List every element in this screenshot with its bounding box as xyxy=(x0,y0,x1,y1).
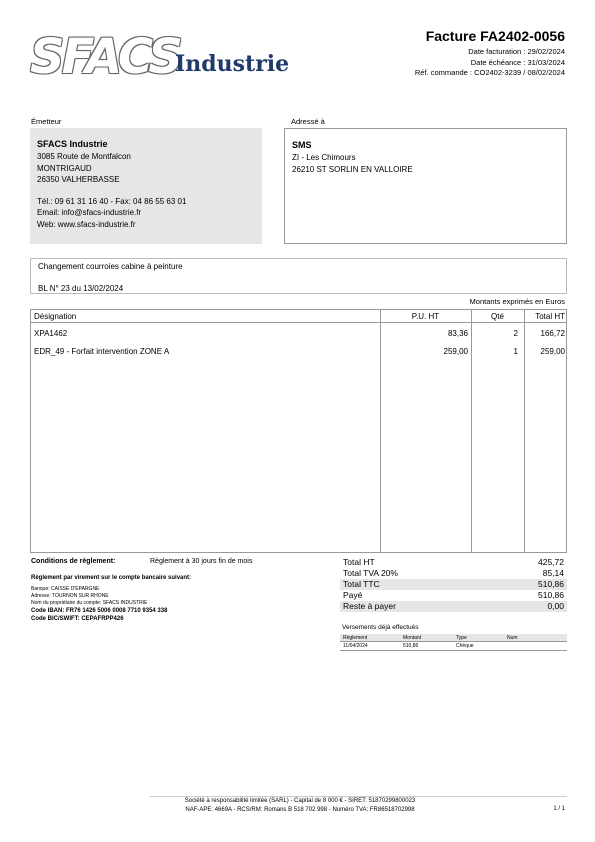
total-label: Total TVA 20% xyxy=(343,568,398,578)
remaining-row xyxy=(340,601,567,612)
date-echeance: Date échéance : 31/03/2024 xyxy=(470,57,565,67)
total-ttc-row xyxy=(340,579,567,590)
bank-owner: Nom du propriétaire du compte: SFACS INDUSTRIE xyxy=(31,600,148,606)
bank-details xyxy=(31,586,167,623)
virement-title: Règlement par virement sur le compte bancaire suivant: xyxy=(31,575,192,581)
total-label: Payé xyxy=(343,590,363,600)
row-total: 259,00 xyxy=(540,347,565,356)
destinataire-box xyxy=(284,128,567,244)
invoice-title: Facture FA2402-0056 xyxy=(425,28,565,44)
invoice-meta xyxy=(415,47,565,79)
footer-line1: Société à responsabilité limitée (SARL) - Capital de 8 000 € - SIRET: 51870299800023 xyxy=(184,798,416,804)
conditions-label: Conditions de règlement: xyxy=(31,558,116,565)
emetteur-web: Web: www.sfacs-industrie.fr xyxy=(37,219,136,229)
total-value: 510,86 xyxy=(538,579,564,589)
destinataire-name: SMS xyxy=(292,140,312,150)
emetteur-box xyxy=(30,128,262,244)
emetteur-name: SFACS Industrie xyxy=(37,139,108,149)
versements-table xyxy=(340,634,567,651)
total-value: 0,00 xyxy=(547,601,564,611)
total-value: 425,72 xyxy=(538,557,564,567)
row-total: 166,72 xyxy=(540,329,565,338)
ref-commande: Réf. commande : CO2402-3239 / 08/02/2024 xyxy=(414,68,565,77)
vers-header-reglement: Règlement xyxy=(343,635,368,641)
emetteur-phone: Tél.: 09 61 31 16 40 - Fax: 04 86 55 63 01 xyxy=(37,197,187,207)
bank-bic: Code BIC/SWIFT: CEPAFRPP426 xyxy=(31,616,124,622)
versements-title: Versements déjà effectués xyxy=(342,624,419,631)
total-value: 510,86 xyxy=(538,590,564,600)
page-number: 1 / 1 xyxy=(553,806,565,812)
vers-type: Chèque xyxy=(456,643,474,649)
header-designation: Désignation xyxy=(34,312,77,321)
date-facturation: Date facturation : 29/02/2024 xyxy=(468,47,565,56)
total-label: Total HT xyxy=(343,557,375,567)
conditions-value: Règlement à 30 jours fin de mois xyxy=(150,558,253,565)
emetteur-address2: MONTRIGAUD xyxy=(37,163,92,173)
reference-box xyxy=(30,258,567,294)
bank-iban: Code IBAN: FR76 1426 5006 0008 7710 9354 338 xyxy=(31,608,168,614)
row-pu: 83,36 xyxy=(447,329,468,338)
row-qty: 2 xyxy=(513,329,518,338)
versements-header xyxy=(340,634,567,642)
total-label: Total TTC xyxy=(343,579,380,589)
total-ht-row xyxy=(340,557,567,568)
vers-montant: 510,86 xyxy=(403,643,419,649)
logo-sfacs-text: SFACS xyxy=(30,29,180,85)
company-logo xyxy=(30,29,290,85)
totals-block xyxy=(340,557,567,612)
destinataire-label: Adressé à xyxy=(291,117,325,126)
vers-header-num: Num xyxy=(507,635,518,641)
items-table xyxy=(30,309,567,553)
row-designation: EDR_49 - Forfait intervention ZONE A xyxy=(34,347,170,356)
total-label: Reste à payer xyxy=(343,601,396,611)
total-value: 85,14 xyxy=(542,568,564,578)
paid-row xyxy=(340,590,567,601)
header-qty: Qté xyxy=(491,312,504,321)
emetteur-email: Email: info@sfacs-industrie.fr xyxy=(37,208,142,218)
amount-note: Montants exprimés en Euros xyxy=(469,297,565,306)
logo-industrie-text: Industrie xyxy=(175,51,290,77)
bank-name: Banque: CAISSE D'EPARGNE xyxy=(31,586,100,592)
vers-header-type: Type xyxy=(456,635,467,641)
row-pu: 259,00 xyxy=(443,347,468,356)
footer-legal xyxy=(150,797,450,815)
header-pu: P.U. HT xyxy=(411,312,440,321)
versement-row xyxy=(340,642,567,651)
header-total: Total HT xyxy=(535,312,565,321)
total-tva-row xyxy=(340,568,567,579)
bank-address: Adresse: TOURNON SUR RHONE xyxy=(31,593,109,599)
table-header xyxy=(31,310,566,323)
footer-line2: NAF-APE: 4669A - RCS/RM: Romans B 518 702 998 - Numéro TVA: FR86518702998 xyxy=(185,807,415,813)
destinataire-address2: 26210 ST SORLIN EN VALLOIRE xyxy=(292,164,413,174)
reference-line2: BL N° 23 du 13/02/2024 xyxy=(38,283,124,293)
destinataire-address1: ZI - Les Chimours xyxy=(292,153,356,163)
emetteur-label: Émetteur xyxy=(31,117,62,126)
row-qty: 1 xyxy=(513,347,518,356)
emetteur-address3: 26350 VALHERBASSE xyxy=(37,174,120,184)
vers-header-montant: Montant xyxy=(403,635,422,641)
emetteur-address1: 3085 Route de Montfalcon xyxy=(37,152,131,162)
row-designation: XPA1462 xyxy=(34,329,68,338)
vers-reglement: 11/04/2024 xyxy=(343,643,368,649)
reference-line1: Changement courroies cabine à peinture xyxy=(38,262,183,271)
